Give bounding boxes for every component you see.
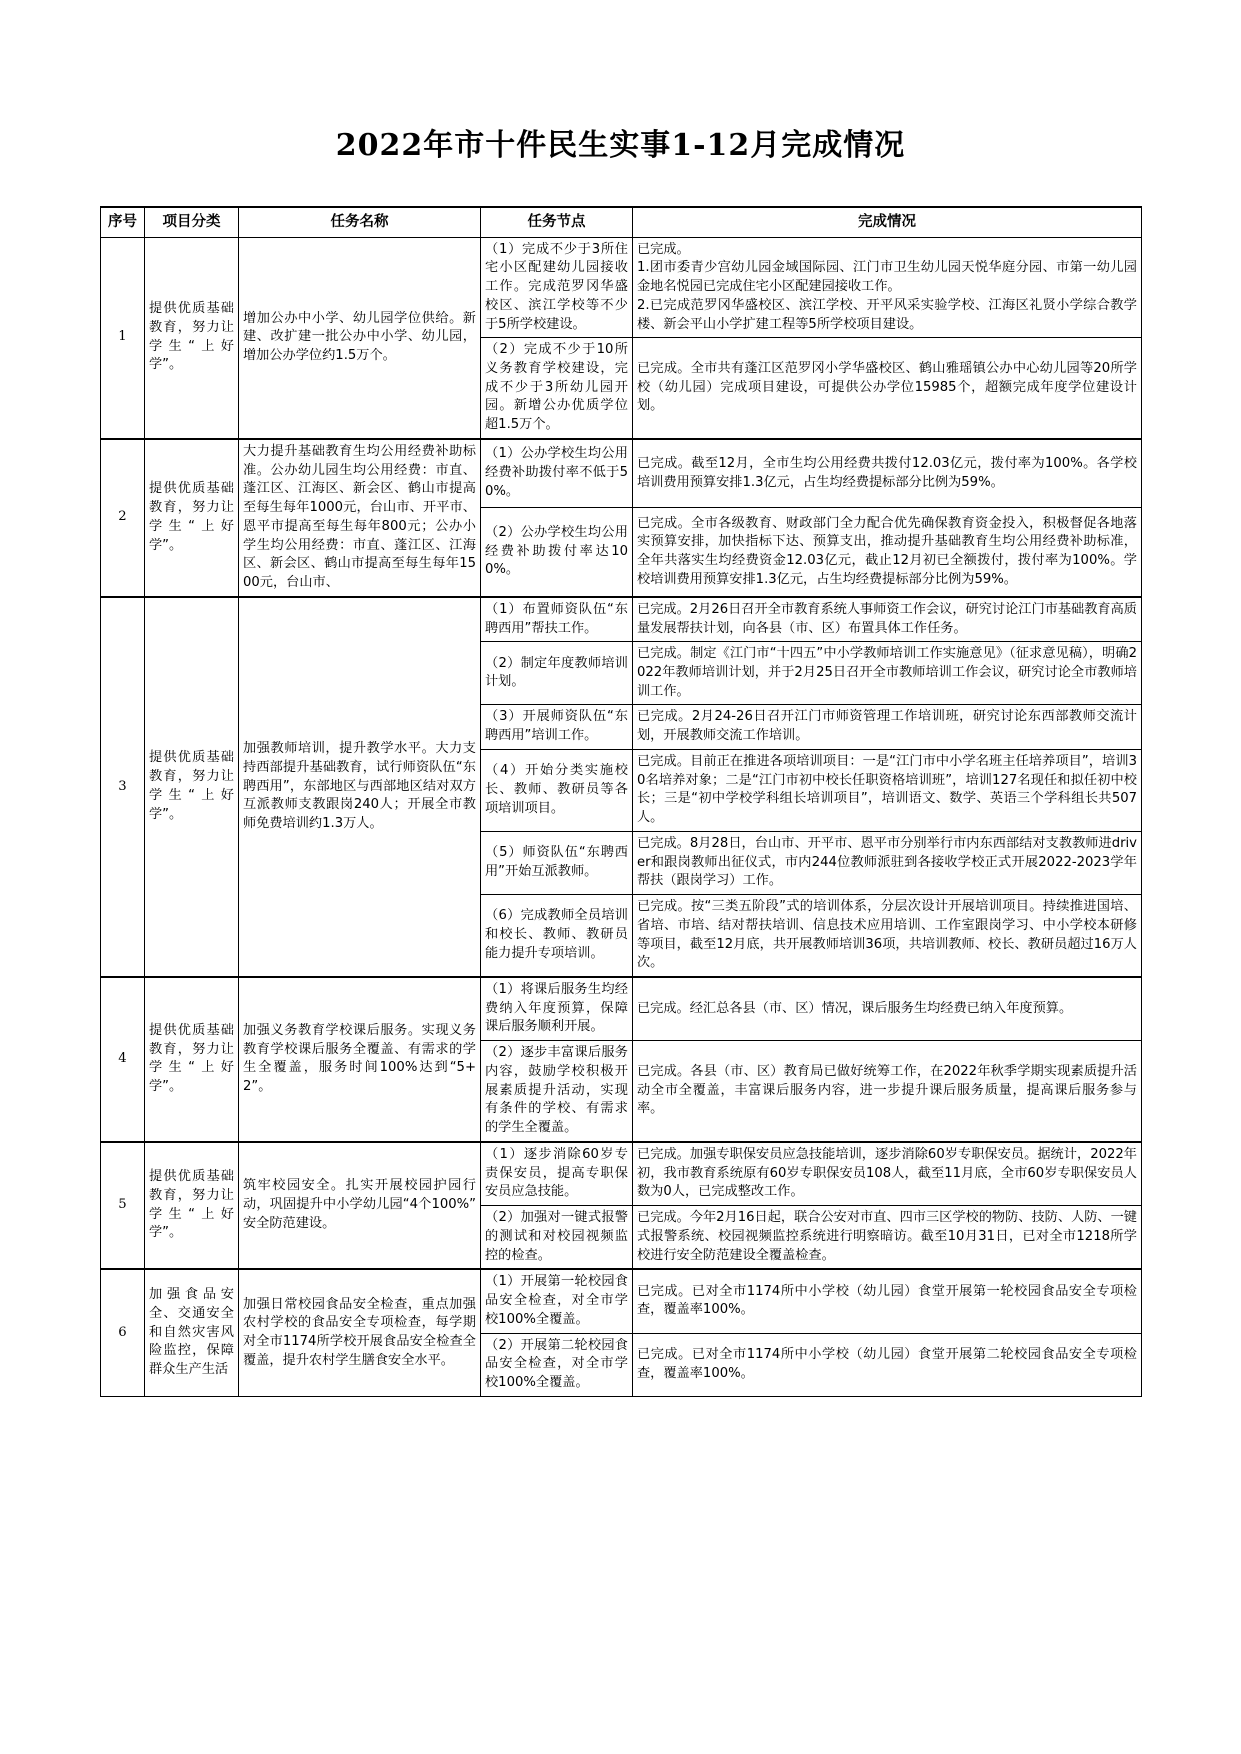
cell-completion: 已完成。目前正在推进各项培训项目：一是“江门市中小学名班主任培养项目”，培训30名培养对象；二是“江门市初中校长任职资格培训班”，培训127名现任和拟任初中校长；三是“初中学校学科组长培训项目”，培训语文、数学、英语三个学科组长共507人。 — [633, 749, 1142, 831]
cell-completion: 已完成。今年2月16日起，联合公安对市直、四市三区学校的物防、技防、人防、一键式报警系统、校园视频监控系统进行明察暗访。截至10月31日，已对全市1218所学校进行安全防范建设全覆盖检查。 — [633, 1206, 1142, 1270]
cell-task-node: （2）公办学校生均公用经费补助拨付率达100%。 — [481, 508, 633, 597]
cell-task-node: （2）逐步丰富课后服务内容，鼓励学校积极开展素质提升活动，实现有条件的学校、有需求的学生全覆盖。 — [481, 1041, 633, 1142]
cell-seq: 5 — [101, 1142, 145, 1269]
table-row — [101, 977, 1142, 1041]
cell-task-node: （6）完成教师全员培训和校长、教师、教研员能力提升专项培训。 — [481, 895, 633, 977]
cell-task-name: 增加公办中小学、幼儿园学位供给。新建、改扩建一批公办中小学、幼儿园，增加公办学位约1.5万个。 — [239, 237, 481, 439]
table-row — [101, 1269, 1142, 1333]
table-body — [101, 237, 1142, 1396]
cell-seq: 2 — [101, 439, 145, 597]
cell-task-node: （1）逐步消除60岁专责保安员，提高专职保安员应急技能。 — [481, 1142, 633, 1206]
cell-category: 加强食品安全、交通安全和自然灾害风险监控，保障群众生产生活 — [145, 1269, 239, 1396]
cell-completion: 已完成。 1.团市委青少宫幼儿园金域国际园、江门市卫生幼儿园天悦华庭分园、市第一幼儿园金地名悦园已完成住宅小区配建园接收工作。 2.已完成范罗冈华盛校区、滨江学校、开平风采实验学校、江海区礼贤小学综合教学楼、新会平山小学扩建工程等5所学校项目建设。 — [633, 237, 1142, 338]
cell-category: 提供优质基础教育，努力让学生“上好学”。 — [145, 237, 239, 439]
cell-task-name: 加强教师培训，提升教学水平。大力支持西部提升基础教育，试行师资队伍“东聘西用”，东部地区与西部地区结对双方互派教师支教跟岗240人；开展全市教师免费培训约1.3万人。 — [239, 597, 481, 977]
column-header-category: 项目分类 — [145, 207, 239, 237]
table-row — [101, 1142, 1142, 1206]
cell-category: 提供优质基础教育，努力让学生“上好学”。 — [145, 977, 239, 1142]
cell-completion: 已完成。8月28日，台山市、开平市、恩平市分别举行市内东西部结对支教教师进driver和跟岗教师出征仪式，市内244位教师派驻到各接收学校正式开展2022-2023学年帮扶（跟岗学习）工作。 — [633, 831, 1142, 894]
table-row — [101, 237, 1142, 338]
cell-seq: 6 — [101, 1269, 145, 1396]
cell-completion: 已完成。全市各级教育、财政部门全力配合优先确保教育资金投入，积极督促各地落实预算安排，加快指标下达、预算支出，推动提升基础教育生均公用经费补助标准，全年共落实生均经费资金12.03亿元，截止12月初已全额拨付，拨付率为100%。学校培训费用预算安排1.3亿元，占生均经费提标部分比例为59%。 — [633, 508, 1142, 597]
table-header — [101, 207, 1142, 237]
cell-completion: 已完成。截至12月，全市生均公用经费共拨付12.03亿元，拨付率为100%。各学校培训费用预算安排1.3亿元，占生均经费提标部分比例为59%。 — [633, 439, 1142, 508]
cell-completion: 已完成。已对全市1174所中小学校（幼儿园）食堂开展第二轮校园食品安全专项检查，覆盖率100%。 — [633, 1333, 1142, 1396]
cell-task-node: （1）布置师资队伍“东聘西用”帮扶工作。 — [481, 597, 633, 642]
cell-task-name: 加强义务教育学校课后服务。实现义务教育学校课后服务全覆盖、有需求的学生全覆盖，服务时间100%达到“5+2”。 — [239, 977, 481, 1142]
cell-task-name: 筑牢校园安全。扎实开展校园护园行动，巩固提升中小学幼儿园“4个100%”安全防范建设。 — [239, 1142, 481, 1269]
cell-completion: 已完成。已对全市1174所中小学校（幼儿园）食堂开展第一轮校园食品安全专项检查，覆盖率100%。 — [633, 1269, 1142, 1333]
page-title: 2022年市十件民生实事1-12月完成情况 — [335, 128, 906, 163]
column-header-completion: 完成情况 — [633, 207, 1142, 237]
cell-task-node: （1）将课后服务生均经费纳入年度预算，保障课后服务顺利开展。 — [481, 977, 633, 1041]
cell-completion: 已完成。加强专职保安员应急技能培训，逐步消除60岁专职保安员。据统计，2022年初，我市教育系统原有60岁专职保安员108人，截至11月底，全市60岁专职保安员人数为0人，已完成整改工作。 — [633, 1142, 1142, 1206]
cell-task-node: （2）开展第二轮校园食品安全检查，对全市学校100%全覆盖。 — [481, 1333, 633, 1396]
cell-task-name: 加强日常校园食品安全检查，重点加强农村学校的食品安全专项检查，每学期对全市1174所学校开展食品安全检查全覆盖，提升农村学生膳食安全水平。 — [239, 1269, 481, 1396]
cell-completion: 已完成。全市共有蓬江区范罗冈小学华盛校区、鹤山雅瑶镇公办中心幼儿园等20所学校（幼儿园）完成项目建设，可提供公办学位15985个，超额完成年度学位建设计划。 — [633, 338, 1142, 439]
cell-seq: 1 — [101, 237, 145, 439]
cell-seq: 3 — [101, 597, 145, 977]
cell-category: 提供优质基础教育，努力让学生“上好学”。 — [145, 597, 239, 977]
cell-completion: 已完成。制定《江门市“十四五”中小学教师培训工作实施意见》（征求意见稿），明确2022年教师培训计划，并于2月25日召开全市教师培训工作会议，研究讨论全市教师培训工作。 — [633, 642, 1142, 705]
cell-seq: 4 — [101, 977, 145, 1142]
cell-completion: 已完成。经汇总各县（市、区）情况，课后服务生均经费已纳入年度预算。 — [633, 977, 1142, 1041]
cell-category: 提供优质基础教育，努力让学生“上好学”。 — [145, 1142, 239, 1269]
table-row — [101, 439, 1142, 508]
cell-completion: 已完成。按“三类五阶段”式的培训体系，分层次设计开展培训项目。持续推进国培、省培、市培、结对帮扶培训、信息技术应用培训、工作室跟岗学习、中小学校本研修等项目，截至12月底，共开展教师培训36项，共培训教师、校长、教研员超过16万人次。 — [633, 895, 1142, 977]
table-row — [101, 597, 1142, 642]
cell-task-node: （2）制定年度教师培训计划。 — [481, 642, 633, 705]
cell-completion: 已完成。2月24-26日召开江门市师资管理工作培训班，研究讨论东西部教师交流计划，开展教师交流工作培训。 — [633, 705, 1142, 749]
cell-task-node: （1）开展第一轮校园食品安全检查，对全市学校100%全覆盖。 — [481, 1269, 633, 1333]
cell-task-node: （1）公办学校生均公用经费补助拨付率不低于50%。 — [481, 439, 633, 508]
cell-task-node: （3）开展师资队伍“东聘西用”培训工作。 — [481, 705, 633, 749]
cell-task-node: （2）加强对一键式报警的测试和对校园视频监控的检查。 — [481, 1206, 633, 1270]
column-header-task-node: 任务节点 — [481, 207, 633, 237]
民生实事-completion-table — [100, 206, 1142, 1397]
table-header-row — [101, 207, 1142, 237]
cell-task-node: （4）开始分类实施校长、教师、教研员等各项培训项目。 — [481, 749, 633, 831]
cell-task-name: 大力提升基础教育生均公用经费补助标准。公办幼儿园生均公用经费：市直、蓬江区、江海区、新会区、鹤山市提高至每生每年1000元，台山市、开平市、恩平市提高至每生每年800元；公办小学生均公用经费：市直、蓬江区、江海区、新会区、鹤山市提高至每生每年1500元，台山市、 — [239, 439, 481, 597]
cell-completion: 已完成。各县（市、区）教育局已做好统筹工作，在2022年秋季学期实现素质提升活动全市全覆盖，丰富课后服务内容，进一步提升课后服务质量，提高课后服务参与率。 — [633, 1041, 1142, 1142]
cell-task-node: （2）完成不少于10所义务教育学校建设，完成不少于3所幼儿园开园。新增公办优质学位超1.5万个。 — [481, 338, 633, 439]
cell-category: 提供优质基础教育，努力让学生“上好学”。 — [145, 439, 239, 597]
column-header-seq: 序号 — [101, 207, 145, 237]
cell-task-node: （1）完成不少于3所住宅小区配建幼儿园接收工作。完成范罗冈华盛校区、滨江学校等不少于5所学校建设。 — [481, 237, 633, 338]
column-header-task-name: 任务名称 — [239, 207, 481, 237]
cell-completion: 已完成。2月26日召开全市教育系统人事师资工作会议，研究讨论江门市基础教育高质量发展帮扶计划，向各县（市、区）布置具体工作任务。 — [633, 597, 1142, 642]
table-container — [100, 164, 1141, 1397]
cell-task-node: （5）师资队伍“东聘西用”开始互派教师。 — [481, 831, 633, 894]
